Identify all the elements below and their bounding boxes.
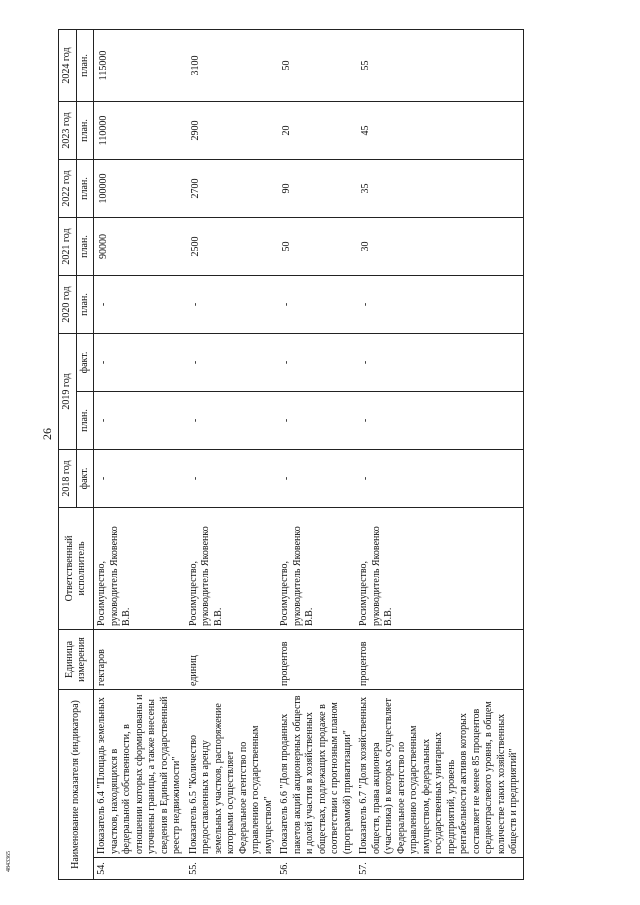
header-executor: Ответственный исполнитель — [59, 507, 94, 629]
value-2019-fact: - — [186, 333, 278, 391]
row-number: 54. — [94, 858, 186, 880]
value-2021-plan: 50 — [277, 217, 356, 275]
unit-cell: единиц — [186, 629, 278, 689]
page-number: 26 — [40, 428, 54, 440]
subheader-2019-fact: факт. — [76, 333, 94, 391]
value-2021-plan: 90000 — [94, 217, 186, 275]
value-2022-plan: 35 — [356, 159, 523, 217]
header-year-2021: 2021 год — [59, 217, 77, 275]
value-2020-plan: - — [356, 275, 523, 333]
value-2023-plan: 110000 — [94, 101, 186, 159]
value-2019-fact: - — [94, 333, 186, 391]
value-2024-plan: 55 — [356, 29, 523, 101]
indicator-name: Показатель 6.6 "Доля проданных пакетов акций акционерных обществ и долей участия в хозяйственных обществах, подлежащих продаже в соответствии с прогнозным планом (программой) приватизации" — [277, 689, 356, 857]
value-2024-plan: 3100 — [186, 29, 278, 101]
indicators-table — [58, 29, 524, 880]
value-2024-plan: 115000 — [94, 29, 186, 101]
value-2018-fact: - — [94, 449, 186, 507]
subheader-2020-plan: план. — [76, 275, 94, 333]
unit-cell: процентов — [277, 629, 356, 689]
value-2020-plan: - — [277, 275, 356, 333]
subheader-2019-plan: план. — [76, 391, 94, 449]
document-id: 4843365 — [6, 851, 12, 872]
header-year-2019: 2019 год — [59, 333, 77, 449]
value-2018-fact: - — [356, 449, 523, 507]
subheader-2024-plan: план. — [76, 29, 94, 101]
value-2022-plan: 100000 — [94, 159, 186, 217]
value-2019-fact: - — [277, 333, 356, 391]
value-2021-plan: 2500 — [186, 217, 278, 275]
table-row — [277, 29, 356, 879]
unit-cell: гектаров — [94, 629, 186, 689]
unit-cell: процентов — [356, 629, 523, 689]
indicator-name: Показатель 6.4 "Площадь земельных участков, находящихся в федеральной собственности, в отношении которых сформированы и уточнены границы, а также внесены сведения в Единый государственный реестр недвижимости" — [94, 689, 186, 857]
subheader-2022-plan: план. — [76, 159, 94, 217]
value-2023-plan: 2900 — [186, 101, 278, 159]
executor-cell: Росимущество, руководитель Яковенко В.В. — [277, 507, 356, 629]
executor-cell: Росимущество, руководитель Яковенко В.В. — [356, 507, 523, 629]
row-number: 57. — [356, 858, 523, 880]
indicator-name: Показатель 6.7 "Доля хозяйственных обществ, права акционера (участника) в которых осуществляет Федеральное агентство по управлению государственным имуществом, федеральных государственных унитарных предприятий, уровень рентабельности активов которых составляет не менее 85 процентов среднеотраслевого уровня, в общем количестве таких хозяйственных обществ и предприятий" — [356, 689, 523, 857]
header-year-2022: 2022 год — [59, 159, 77, 217]
value-2020-plan: - — [186, 275, 278, 333]
subheader-2023-plan: план. — [76, 101, 94, 159]
table-row — [94, 29, 186, 879]
value-2022-plan: 90 — [277, 159, 356, 217]
header-year-2020: 2020 год — [59, 275, 77, 333]
value-2019-plan: - — [186, 391, 278, 449]
value-2019-fact: - — [356, 333, 523, 391]
value-2018-fact: - — [186, 449, 278, 507]
header-year-2024: 2024 год — [59, 29, 77, 101]
table-row — [186, 29, 278, 879]
value-2019-plan: - — [94, 391, 186, 449]
indicator-name: Показатель 6.5 "Количество предоставленных в аренду земельных участков, распоряжение которыми осуществляет Федеральное агентство по управлению государственным имуществом" — [186, 689, 278, 857]
rotated-table-container — [58, 30, 598, 880]
value-2019-plan: - — [277, 391, 356, 449]
value-2023-plan: 45 — [356, 101, 523, 159]
value-2021-plan: 30 — [356, 217, 523, 275]
row-number: 56. — [277, 858, 356, 880]
header-year-2023: 2023 год — [59, 101, 77, 159]
value-2019-plan: - — [356, 391, 523, 449]
value-2020-plan: - — [94, 275, 186, 333]
value-2024-plan: 50 — [277, 29, 356, 101]
header-name: Наименование показателя (индикатора) — [59, 689, 94, 879]
table-row — [356, 29, 523, 879]
value-2022-plan: 2700 — [186, 159, 278, 217]
header-unit: Единица измерения — [59, 629, 94, 689]
subheader-2018-fact: факт. — [76, 449, 94, 507]
value-2018-fact: - — [277, 449, 356, 507]
executor-cell: Росимущество, руководитель Яковенко В.В. — [186, 507, 278, 629]
value-2023-plan: 20 — [277, 101, 356, 159]
executor-cell: Росимущество, руководитель Яковенко В.В. — [94, 507, 186, 629]
subheader-2021-plan: план. — [76, 217, 94, 275]
header-year-2018: 2018 год — [59, 449, 77, 507]
row-number: 55. — [186, 858, 278, 880]
